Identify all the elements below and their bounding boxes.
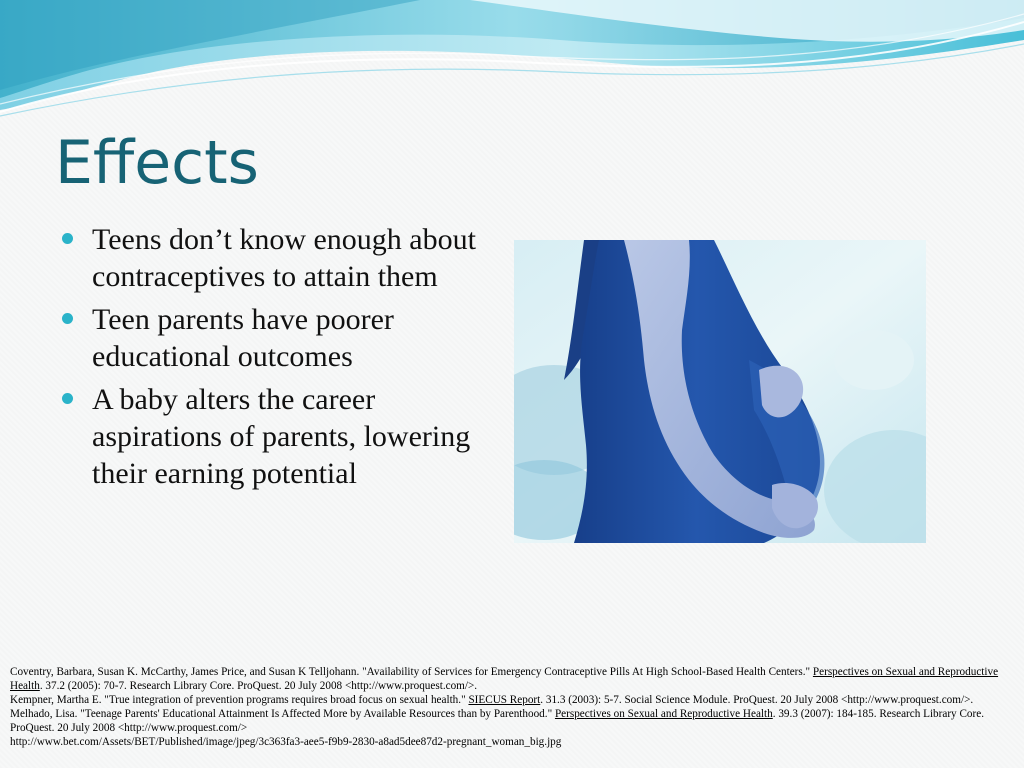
citation-entry bbox=[10, 693, 1018, 707]
citation-text: . 39.3 (2007): 184-185. Research Library Core. ProQuest. 20 July 2008 <http://www.proquest.com/> bbox=[10, 708, 984, 734]
bullet-dot-icon bbox=[62, 233, 73, 244]
citation-source: Perspectives on Sexual and Reproductive Health bbox=[554, 708, 773, 720]
citations bbox=[10, 665, 1018, 749]
citation-source: SIECUS Report bbox=[468, 694, 541, 706]
header-wave-decoration bbox=[0, 0, 1024, 120]
bullet-text: Teens don’t know enough about contraceptives to attain them bbox=[92, 223, 476, 293]
bullet-dot-icon bbox=[62, 313, 73, 324]
slide-title: Effects bbox=[55, 128, 259, 198]
citation-text: Kempner, Martha E. "True integration of prevention programs requires broad focus on sexual health." bbox=[10, 694, 469, 706]
citation-entry bbox=[10, 665, 1018, 693]
citation-text: Coventry, Barbara, Susan K. McCarthy, James Price, and Susan K Telljohann. "Availability of Services for Emergency Contraceptive Pills At High School-Based Health Centers." bbox=[10, 666, 813, 678]
bullet-item bbox=[62, 301, 502, 375]
bullet-item bbox=[62, 221, 502, 295]
citation-entry bbox=[10, 707, 1018, 735]
citation-text: . 31.3 (2003): 5-7. Social Science Module. ProQuest. 20 July 2008 <http://www.proquest.com/>. bbox=[540, 694, 974, 706]
citation-text: . 37.2 (2005): 70-7. Research Library Core. ProQuest. 20 July 2008 <http://www.proquest.com/>. bbox=[39, 680, 478, 692]
bullet-dot-icon bbox=[62, 393, 73, 404]
bullet-text: Teen parents have poorer educational outcomes bbox=[92, 303, 394, 373]
bullet-item bbox=[62, 381, 502, 492]
citation-text: Melhado, Lisa. "Teenage Parents' Educational Attainment Is Affected More by Available Resources than by Parenthood." bbox=[10, 708, 555, 720]
pregnant-woman-photo bbox=[514, 240, 926, 543]
bullet-text: A baby alters the career aspirations of parents, lowering their earning potential bbox=[92, 383, 471, 490]
bullet-list bbox=[62, 221, 502, 498]
citation-text: http://www.bet.com/Assets/BET/Published/image/jpeg/3c363fa3-aee5-f9b9-2830-a8ad5dee87d2-pregnant_woman_big.jpg bbox=[10, 736, 562, 748]
citation-entry bbox=[10, 735, 1018, 749]
pregnant-woman-photo-icon bbox=[514, 240, 926, 543]
citation-source: Perspectives on Sexual and Reproductive Health bbox=[10, 666, 999, 692]
